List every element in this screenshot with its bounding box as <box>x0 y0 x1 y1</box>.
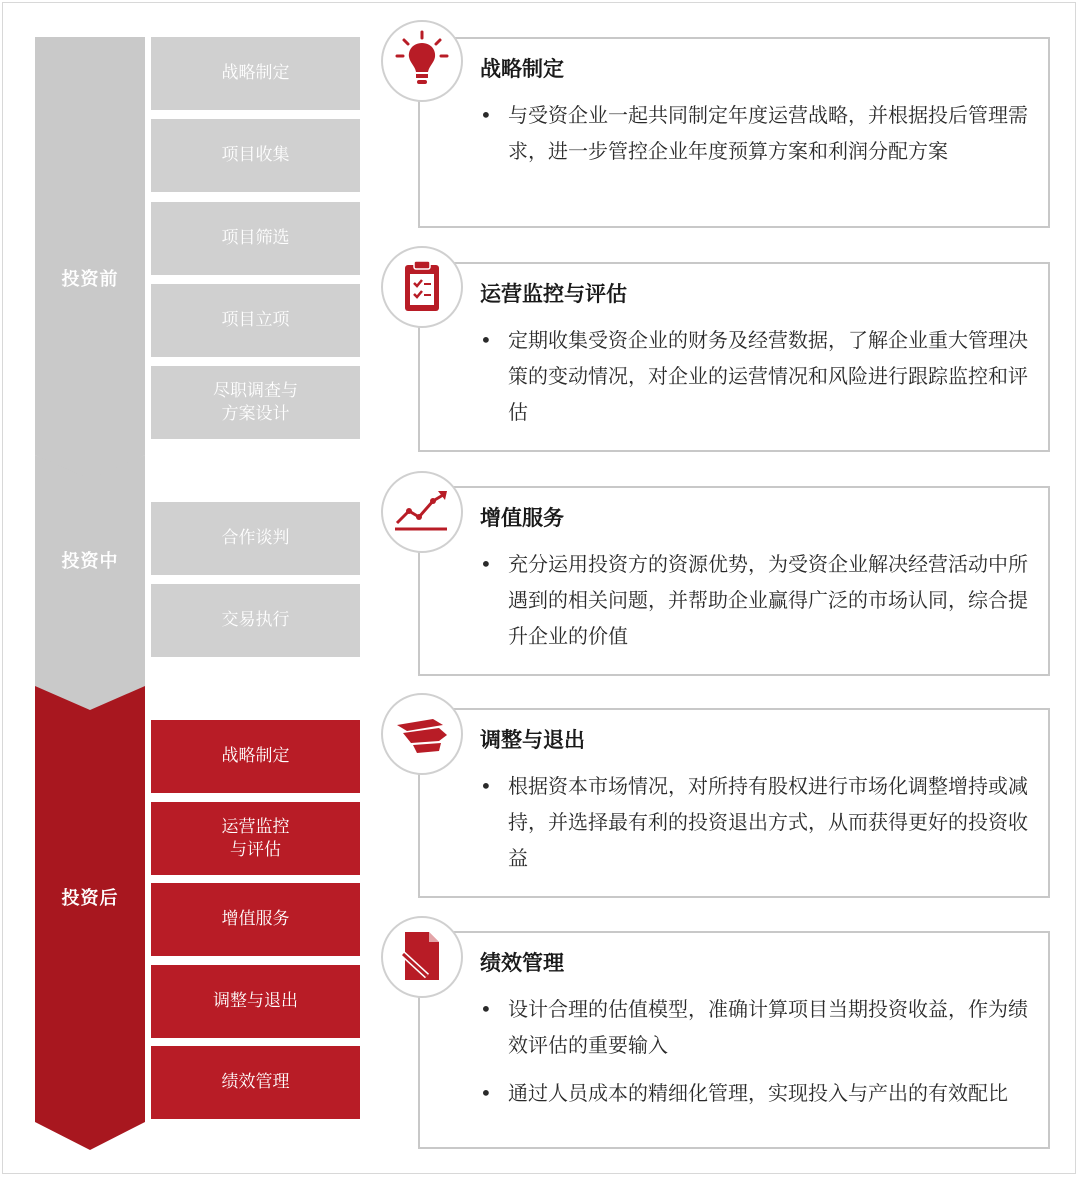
exit-ramp-icon <box>381 693 463 775</box>
step-post-5: 绩效管理 <box>151 1046 360 1119</box>
step-post-4: 调整与退出 <box>151 965 360 1038</box>
card-strategy <box>418 37 1050 228</box>
phase-pre <box>35 37 145 482</box>
card-bullet: • 与受资企业一起共同制定年度运营战略，并根据投后管理需求，进一步管控企业年度预算方案和利润分配方案 <box>480 103 1028 163</box>
step-pre-3: 项目筛选 <box>151 202 360 275</box>
phase-post <box>35 686 145 1150</box>
card-exit <box>418 708 1050 898</box>
card-title: 战略制定 <box>480 57 564 81</box>
growth-chart-icon <box>381 471 463 553</box>
phase-label-post: 投资后 <box>61 888 119 909</box>
card-performance <box>418 931 1050 1149</box>
phase-label-mid: 投资中 <box>61 551 119 572</box>
step-mid-2: 交易执行 <box>151 584 360 657</box>
step-pre-2: 项目收集 <box>151 119 360 192</box>
phase-label-pre: 投资前 <box>61 269 119 290</box>
card-title: 运营监控与评估 <box>480 282 627 306</box>
card-bullet: • 通过人员成本的精细化管理，实现投入与产出的有效配比 <box>480 1081 1008 1105</box>
step-pre-5: 尽职调查与 方案设计 <box>151 366 360 439</box>
card-title: 调整与退出 <box>480 728 585 752</box>
card-title: 绩效管理 <box>480 951 564 975</box>
card-bullet: • 根据资本市场情况，对所持有股权进行市场化调整增持或减持，并选择最有利的投资退出方式，从而获得更好的投资收益 <box>480 774 1028 870</box>
card-monitoring <box>418 262 1050 452</box>
step-post-1: 战略制定 <box>151 720 360 793</box>
clipboard-icon <box>381 246 463 328</box>
step-pre-1: 战略制定 <box>151 37 360 110</box>
step-pre-4: 项目立项 <box>151 284 360 357</box>
card-title: 增值服务 <box>480 506 564 530</box>
document-pen-icon <box>381 916 463 998</box>
card-bullet: • 定期收集受资企业的财务及经营数据，了解企业重大管理决策的变动情况，对企业的运营情况和风险进行跟踪监控和评估 <box>480 328 1028 424</box>
card-bullet: • 设计合理的估值模型，准确计算项目当期投资收益，作为绩效评估的重要输入 <box>480 997 1028 1057</box>
card-value-add <box>418 486 1050 676</box>
card-bullet: • 充分运用投资方的资源优势，为受资企业解决经营活动中所遇到的相关问题，并帮助企业赢得广泛的市场认同，综合提升企业的价值 <box>480 552 1028 648</box>
step-post-3: 增值服务 <box>151 883 360 956</box>
step-post-2: 运营监控 与评估 <box>151 802 360 875</box>
phase-mid <box>35 455 145 713</box>
step-mid-1: 合作谈判 <box>151 502 360 575</box>
lightbulb-icon <box>381 20 463 102</box>
